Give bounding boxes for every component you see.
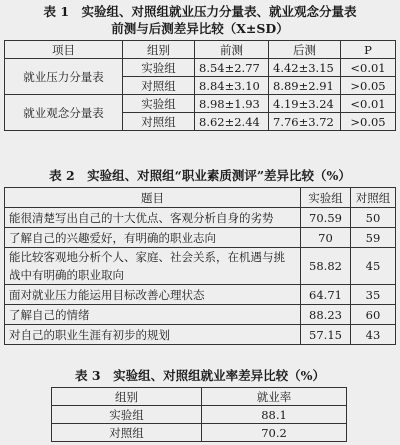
ctrl-cell: 35 <box>351 285 396 305</box>
group-cell: 对照组 <box>52 424 202 442</box>
table-row <box>5 325 396 345</box>
pre-cell: 8.54±2.77 <box>195 59 269 77</box>
table-row <box>5 95 396 113</box>
exp-cell: 58.82 <box>301 248 351 285</box>
exp-cell: 57.15 <box>301 325 351 345</box>
table1-item-cell: 就业压力分量表 <box>5 59 123 95</box>
ctrl-cell: 59 <box>351 228 396 248</box>
post-cell: 7.76±3.72 <box>269 113 341 131</box>
pre-cell: 8.84±3.10 <box>195 77 269 95</box>
table1-header-pre: 前测 <box>195 41 269 59</box>
table1-caption-line2: 前测与后测差异比较（X±SD） <box>111 21 289 36</box>
table1-header-row <box>5 41 396 59</box>
question-cell: 对自己的职业生涯有初步的规划 <box>5 325 301 345</box>
ctrl-cell: 43 <box>351 325 396 345</box>
table2-header-ctrl: 对照组 <box>351 188 396 208</box>
table-row <box>5 208 396 228</box>
question-cell: 面对就业压力能运用目标改善心理状态 <box>5 285 301 305</box>
table3-caption: 表 3 实验组、对照组就业率差异比较（%） <box>75 368 325 383</box>
ctrl-cell: 60 <box>351 305 396 325</box>
table1-caption: 表 1 实验组、对照组就业压力分量表、就业观念分量表 <box>43 4 357 19</box>
table3-header-rate: 就业率 <box>202 388 347 406</box>
p-cell: <0.01 <box>341 95 396 113</box>
table-row <box>5 285 396 305</box>
post-cell: 4.19±3.24 <box>269 95 341 113</box>
question-cell: 了解自己的情绪 <box>5 305 301 325</box>
table-row <box>5 59 396 77</box>
table2-header-row <box>5 188 396 208</box>
exp-cell: 88.23 <box>301 305 351 325</box>
table1-header-post: 后测 <box>269 41 341 59</box>
exp-cell: 70 <box>301 228 351 248</box>
table-row <box>5 305 396 325</box>
group-cell: 实验组 <box>123 95 195 113</box>
table2-header-question: 题目 <box>5 188 301 208</box>
pre-cell: 8.62±2.44 <box>195 113 269 131</box>
exp-cell: 70.59 <box>301 208 351 228</box>
pre-cell: 8.98±1.93 <box>195 95 269 113</box>
table2-caption: 表 2 实验组、对照组“职业素质测评”差异比较（%） <box>49 168 351 183</box>
exp-cell: 64.71 <box>301 285 351 305</box>
table1-item-cell: 就业观念分量表 <box>5 95 123 131</box>
table3-header-row <box>52 388 347 406</box>
group-cell: 实验组 <box>123 59 195 77</box>
table1-header-group: 组别 <box>123 41 195 59</box>
ctrl-cell: 45 <box>351 248 396 285</box>
group-cell: 实验组 <box>52 406 202 424</box>
table-row <box>52 424 347 442</box>
ctrl-cell: 50 <box>351 208 396 228</box>
table2 <box>4 187 396 345</box>
group-cell: 对照组 <box>123 77 195 95</box>
table3 <box>51 387 347 442</box>
question-cell: 能很清楚写出自己的十大优点、客观分析自身的劣势 <box>5 208 301 228</box>
rate-cell: 70.2 <box>202 424 347 442</box>
table-row <box>5 228 396 248</box>
post-cell: 4.42±3.15 <box>269 59 341 77</box>
rate-cell: 88.1 <box>202 406 347 424</box>
table1-header-item: 项目 <box>5 41 123 59</box>
post-cell: 8.89±2.91 <box>269 77 341 95</box>
table3-header-group: 组别 <box>52 388 202 406</box>
question-cell: 能比较客观地分析个人、家庭、社会关系，在机遇与挑战中有明确的职业取向 <box>5 248 301 285</box>
table-row <box>52 406 347 424</box>
table2-header-exp: 实验组 <box>301 188 351 208</box>
table-row <box>5 248 396 285</box>
question-cell: 了解自己的兴趣爱好，有明确的职业志向 <box>5 228 301 248</box>
p-cell: >0.05 <box>341 113 396 131</box>
table1 <box>4 40 396 131</box>
group-cell: 对照组 <box>123 113 195 131</box>
p-cell: <0.01 <box>341 59 396 77</box>
p-cell: >0.05 <box>341 77 396 95</box>
table1-header-p: P <box>341 41 396 59</box>
